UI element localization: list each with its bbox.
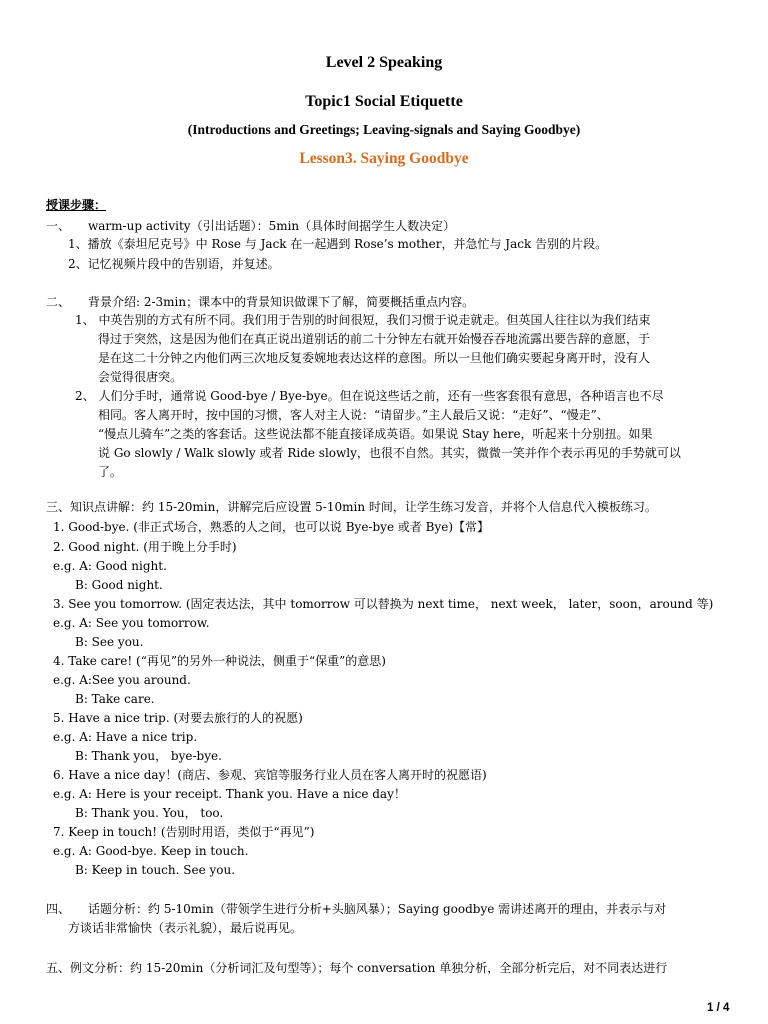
text-line: 1. Good-bye. (非正式场合，熟悉的人之间，也可以说 Bye-bye 或者 Bye)【常】 bbox=[53, 520, 490, 534]
text-line: “慢点儿骑车”之类的客套话。这些说法都不能直接译成英语。如果说 Stay here，听起来十分别扭。如果 bbox=[98, 427, 653, 441]
text-line: e.g. A: Good-bye. Keep in touch. bbox=[53, 844, 249, 858]
text-line: B: Keep in touch. See you. bbox=[75, 863, 236, 877]
text-line: 了。 bbox=[98, 465, 123, 479]
text-line: 5. Have a nice trip. (对要去旅行的人的祝愿) bbox=[53, 711, 303, 725]
text-line: 3. See you tomorrow. (固定表达法，其中 tomorrow 可以替换为 next time， next week， later，soon，around 等) bbox=[53, 597, 714, 611]
text-line: 1、播放《泰坦尼克号》中 Rose 与 Jack 在一起遇到 Rose’s mother，并急忙与 Jack 告别的片段。 bbox=[68, 237, 608, 251]
text-line: 6. Have a nice day！(商店、参观、宾馆等服务行业人员在客人离开时的祝愿语) bbox=[53, 768, 487, 782]
text-line: 四、 话题分析：约 5-10min（带领学生进行分析+头脑风暴）；Saying goodbye 需讲述离开的理由，并表示与对 bbox=[46, 902, 667, 916]
text-line: e.g. A: Good night. bbox=[53, 559, 167, 573]
document-subtitle: Topic1 Social Etiquette bbox=[305, 93, 463, 110]
text-line: B: See you. bbox=[75, 635, 144, 649]
text-line: e.g. A: See you tomorrow. bbox=[53, 616, 210, 630]
lesson-title: Lesson3. Saying Goodbye bbox=[299, 150, 469, 167]
text-line: 1、 中英告别的方式有所不同。我们用于告别的时间很短，我们习惯于说走就走。但英国人往往以为我们结束 bbox=[75, 313, 651, 327]
document-title: Level 2 Speaking bbox=[325, 54, 443, 71]
text-line: 是在这二十分钟之内他们两三次地反复委婉地表达这样的意图。所以一旦他们确实要起身离开时，没有人 bbox=[98, 351, 651, 365]
text-line: 一、 warm-up activity（引出话题）：5min（具体时间据学生人数决定） bbox=[46, 219, 456, 233]
text-line: 方谈话非常愉快（表示礼貌），最后说再见。 bbox=[68, 921, 303, 935]
text-line: B: Take care. bbox=[75, 692, 155, 706]
text-line: 2、 人们分手时，通常说 Good-bye / Bye-bye。但在说这些话之前，还有一些客套很有意思，各种语言也不尽 bbox=[75, 389, 664, 403]
text-line: 三、知识点讲解：约 15-20min，讲解完后应设置 5-10min 时间，让学生练习发音，并将个人信息代入模板练习。 bbox=[46, 500, 657, 514]
page-number: 1 / 4 bbox=[707, 1002, 730, 1014]
text-line: B: Good night. bbox=[75, 578, 163, 592]
text-line: 4. Take care! (“再见”的另外一种说法，侧重于“保重”的意思) bbox=[53, 654, 386, 668]
text-line: 五、例文分析：约 15-20min（分析词汇及句型等）；每个 conversation 单独分析，全部分析完后，对不同表达进行 bbox=[46, 961, 668, 975]
text-line: e.g. A: Here is your receipt. Thank you. Have a nice day！ bbox=[53, 787, 406, 801]
topic-description: (Introductions and Greetings; Leaving-signals and Saying Goodbye) bbox=[187, 122, 581, 137]
text-line: 得过于突然，这是因为他们在真正说出道别话的前二十分钟左右就开始慢吞吞地流露出要告辞的意愿，于 bbox=[98, 332, 651, 346]
text-line: 2、记忆视频片段中的告别语，并复述。 bbox=[68, 257, 280, 271]
text-line: 说 Go slowly / Walk slowly 或者 Ride slowly，也很不自然。其实，微微一笑并作个表示再见的手势就可以 bbox=[98, 446, 681, 460]
section-heading: 授课步骤： bbox=[46, 198, 107, 212]
text-line: 相同。客人离开时，按中国的习惯，客人对主人说：“请留步。”主人最后又说：“走好”、“慢走”、 bbox=[98, 408, 609, 422]
text-line: 2. Good night. (用于晚上分手时) bbox=[53, 540, 237, 554]
text-line: e.g. A: Have a nice trip. bbox=[53, 730, 198, 744]
text-line: 会觉得很唐突。 bbox=[98, 370, 183, 384]
text-line: e.g. A:See you around. bbox=[53, 673, 191, 687]
text-line: B: Thank you. You， too. bbox=[75, 806, 224, 820]
text-line: 二、 背景介绍: 2-3min；课本中的背景知识做课下了解，简要概括重点内容。 bbox=[46, 295, 475, 309]
text-line: 7. Keep in touch! (告别时用语，类似于“再见”) bbox=[53, 825, 315, 839]
text-line: B: Thank you， bye-bye. bbox=[75, 749, 222, 763]
